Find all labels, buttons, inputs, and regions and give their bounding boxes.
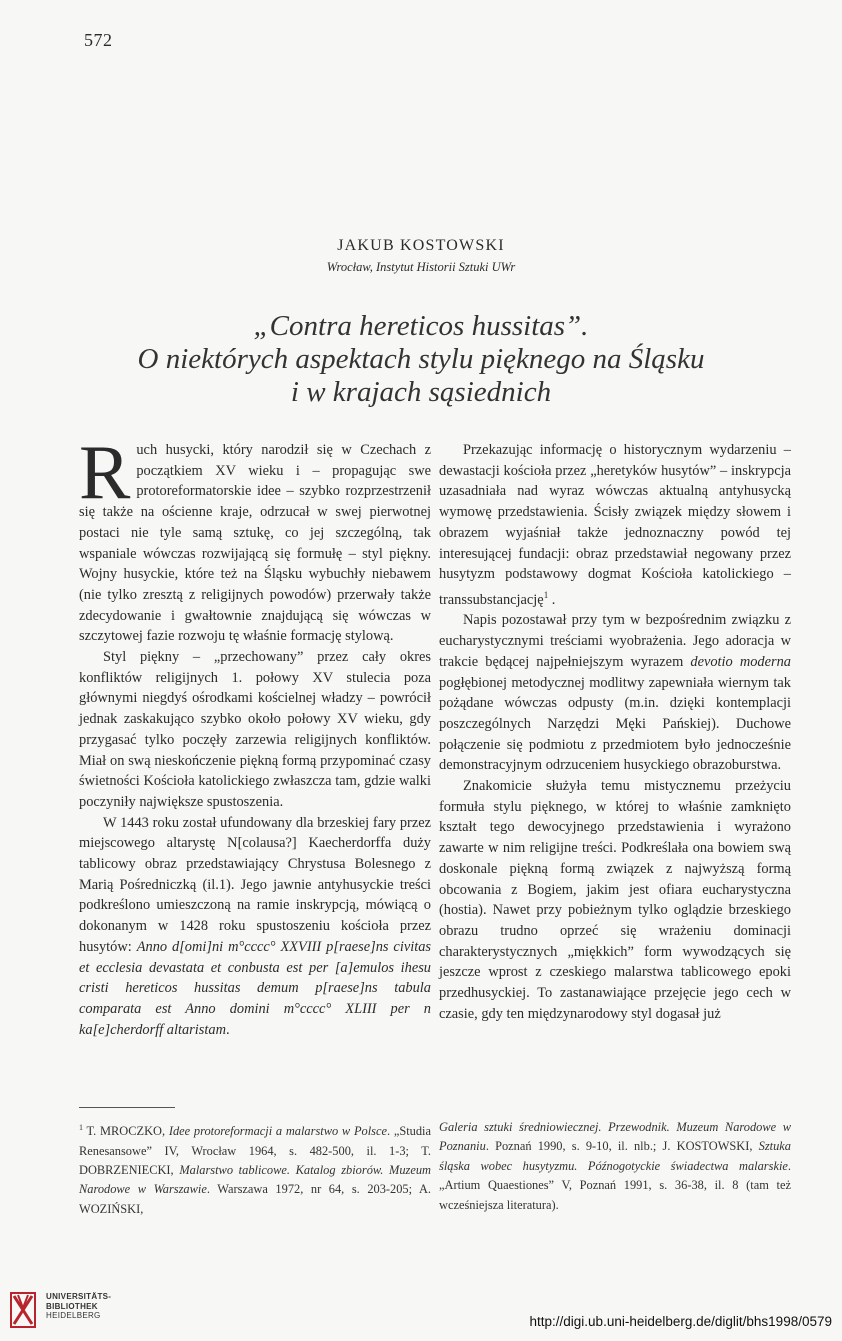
footnote-text: . „Studia Renesansowe” IV, Wrocław 1964, s. 482-500, il. 1-3; T. DOBRZENIECKI, <box>79 1124 431 1177</box>
paragraph-text: . <box>225 1021 230 1038</box>
page-number: 572 <box>84 30 113 50</box>
paragraph <box>79 813 431 1041</box>
paragraph-text: . <box>548 591 556 608</box>
paragraph-text: pogłębionej metodycznej modlitwy zapewniała wiernym tak pożądane wówczas odpusty (m.in. dzięki kontemplacji poszczególnych Narzędzi Męki Pańskiej). Duchowe połączenie się podmiotu z przedmiotem było jednocześnie demonstracyjnym odrzuceniem husyckiego obrazoburstwa. <box>439 674 791 774</box>
title-line-3: i w krajach sąsiednich <box>290 376 552 408</box>
paragraph <box>439 440 791 610</box>
author-affiliation: Wrocław, Instytut Historii Sztuki UWr <box>326 260 516 274</box>
footnote-italic: Malarstwo tablicowe. Katalog zbiorów. Muzeum Narodowe w Warszawie <box>79 1162 431 1197</box>
paragraph-text: uch husycki, który narodził się w Czechach z początkiem XV wieku i – propagując swe protoreformatorskie idee – szybko rozprzestrzenił się także na ościenne kraje, odrzucał w swej pierwotnej postaci nie tyle samą sztukę, co jej szczególną, tak wspaniale wówczas rozwijającą się formułę – styl piękny. Wojny husyckie, które też na Śląsku wybuchły niebawem (nie tylko zresztą z religijnych powodów) przerwały także zdecydowanie i gwałtownie znajdującą się wówczas w szczytowej fazie rozwoju tę właśnie formację stylową. <box>79 442 431 645</box>
footnote-right <box>439 1118 791 1215</box>
title-line-1: „Contra hereticos hussitas”. <box>253 310 589 342</box>
italic-term: devotio moderna <box>690 653 792 670</box>
article-title <box>60 310 782 409</box>
library-logo[interactable] <box>8 1290 148 1330</box>
library-emblem-icon <box>8 1290 40 1330</box>
paragraph <box>439 610 791 776</box>
library-name <box>46 1292 111 1321</box>
footnote-reference[interactable]: 1 <box>543 589 549 600</box>
footnote-number: 1 <box>79 1123 83 1132</box>
footnote-left <box>79 1118 431 1219</box>
footnote-text: . Warszawa 1972, nr 64, s. 203-205; A. WOZIŃSKI, <box>79 1182 431 1216</box>
footnote-italic: Sztuka śląska wobec husytyzmu. Późnogotyckie świadectwa malarskie <box>439 1139 791 1173</box>
inscription-quote: Anno d[omi]ni m°cccc° XXVIII p[raese]ns civitas et ecclesia devastata et conbusta est per [a]emulos ihesu cristi hereticos hussitas demum p[raese]ns tabula comparata est Anno domini m°cccc° XLIII per n ka[e]cherdorff altaristam <box>79 938 431 1038</box>
footnote-italic: Galeria sztuki średniowiecznej. Przewodnik. Muzeum Narodowe w Poznaniu <box>439 1120 791 1154</box>
footnote-text: . Poznań 1990, s. 9-10, il. nlb.; J. KOSTOWSKI, <box>485 1139 759 1154</box>
footnote-italic: Idee protoreformacji a malarstwo w Polsce <box>168 1124 387 1139</box>
paragraph <box>79 429 431 647</box>
paragraph-text: W 1443 roku został ufundowany dla brzeskiej fary przez miejscowego altarystę N[colausa?] Kaecherdorffa duży tablicowy obraz przedstawiający Chrystusa Bolesnego z Marią Pośredniczką (il.1). Jego jawnie antyhusyckie treści podkreślono umieszczoną na ramie inskrypcją, mówiącą o dokonanym w 1428 roku spustoszeniu kościoła przez husytów: <box>79 814 431 955</box>
drop-cap: R <box>79 429 131 515</box>
author-name: JAKUB KOSTOWSKI <box>337 237 505 254</box>
paragraph: Styl piękny – „przechowany” przez cały okres konfliktów religijnych 1. połowy XV stulecia poza głównymi niegdyś ośrodkami kościelnej władzy – powrócił jednak zaskakująco szybko około połowy XV wieku, gdy przygasać tylko poczęły zarzewia religijnych konfliktów. Miał on swą nieskończenie piękną formą przypominać czasy świetności Kościoła katolickiego zwłaszcza tam, gdzie walki poczyniły największe spustoszenia. <box>79 649 431 810</box>
footnote-text: . „Artium Quaestiones” V, Poznań 1991, s. 36-38, il. 8 (tam też wcześniejsza literatura). <box>439 1158 791 1212</box>
logo-line: HEIDELBERG <box>46 1311 101 1320</box>
source-url[interactable]: http://digi.ub.uni-heidelberg.de/diglit/bhs1998/0579 <box>529 1314 832 1329</box>
right-text-column <box>439 440 791 1024</box>
logo-line: UNIVERSITÄTS- <box>46 1292 112 1301</box>
left-text-column <box>79 429 431 1040</box>
logo-line: BIBLIOTHEK <box>46 1301 98 1311</box>
title-line-2: O niektórych aspektach stylu pięknego na Śląsku <box>137 343 705 375</box>
footnote-divider <box>79 1107 175 1108</box>
paragraph-text: Przekazując informację o historycznym wydarzeniu – dewastacji kościoła przez „heretyków husytów” – inskrypcja uzasadniała nad wyraz wówczas aktualną antyhusycką wymowę przedstawienia. Ścisły związek między słowem i obrazem wyjaśniał także jednoznaczny powód tej interesującej fundacji: obraz przedstawiał negowany przez husytyzm podstawowy dogmat Kościoła katolickiego – transsubstancjację <box>439 442 791 608</box>
footnote-text: T. MROCZKO, <box>83 1124 169 1139</box>
paragraph-text: Napis pozostawał przy tym w bezpośrednim związku z eucharystycznymi treściami wyobrażenia. Jego adoracja w trakcie będącej najpełniejszym wyrazem <box>439 612 791 670</box>
paragraph: Znakomicie służyła temu mistycznemu przeżyciu formuła stylu pięknego, w której to właśnie zamknięto kształt tego dewocyjnego przedstawienia i wyrażono zawarte w nim religijne treści. Podkreślała ona bowiem swą doskonale piękną formą związek z najwyższą formą obcowania z Bogiem, jakim jest ofiara eucharystyczna (hostia). Nawet przy pobieżnym tylko oglądzie brzeskiego obrazu trudno oprzeć się wrażeniu dominacji charakterystycznych „miękkich” form wywodzących się jeszcze wprost z czeskiego malarstwa tablicowego epoki przedhusyckiej. To zastanawiające przejęcie jego cech w czasie, gdy ten międzynarodowy styl dogasał już <box>439 778 791 1022</box>
